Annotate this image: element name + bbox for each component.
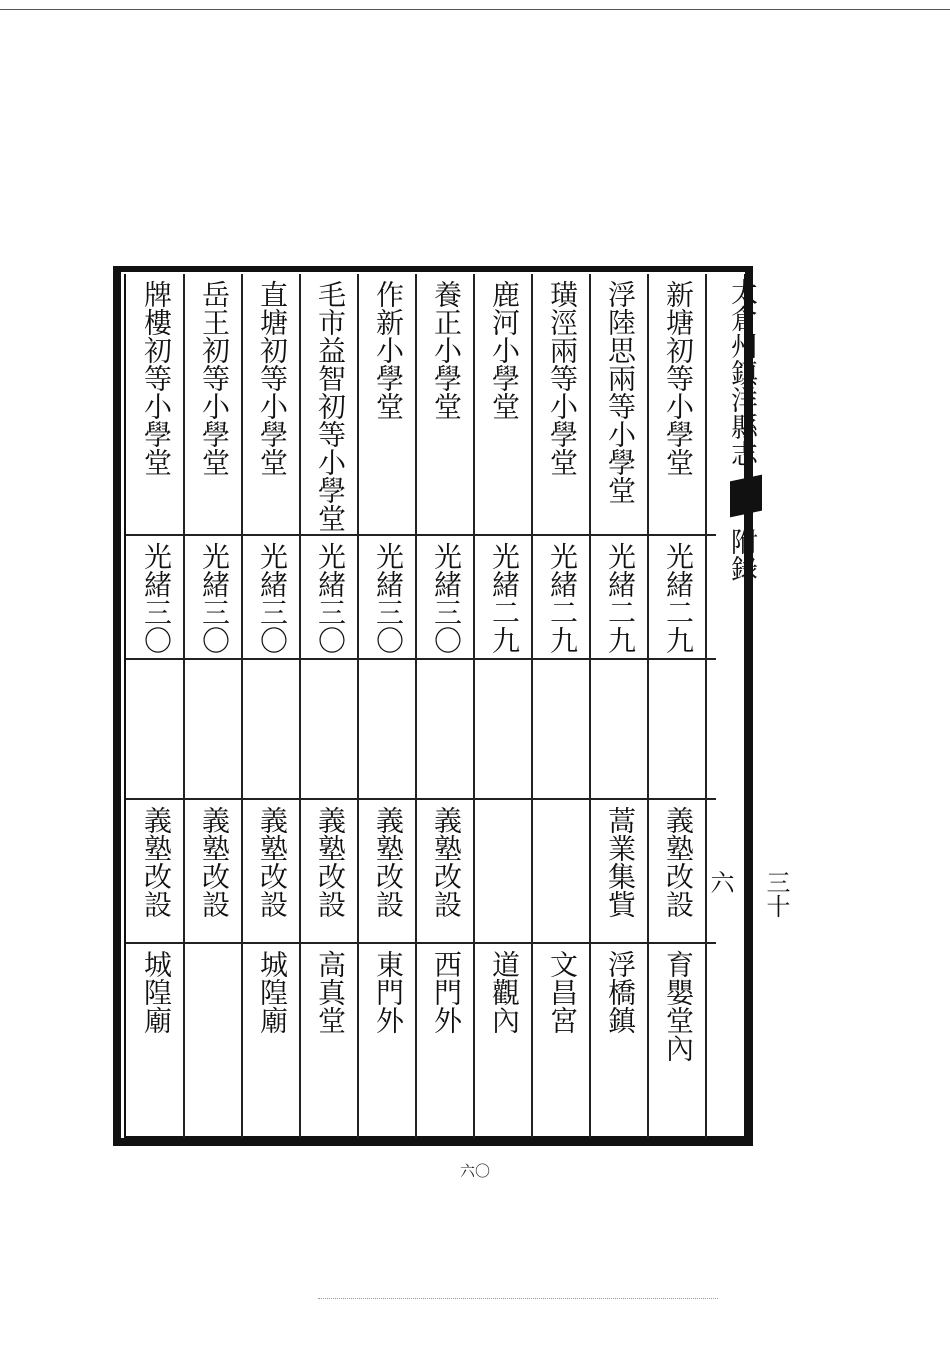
cell-name-text: 新塘初等小學堂 — [662, 280, 695, 476]
cell-year-text: 光緒二九 — [488, 542, 521, 654]
cell-location — [534, 950, 590, 1138]
cell-origin — [302, 806, 358, 942]
cell-note — [360, 666, 416, 798]
cell-year — [592, 542, 648, 658]
cell-origin-text: 義塾改設 — [198, 806, 231, 918]
margin-section-text: 附錄 — [726, 528, 757, 582]
cell-origin-text: 義塾改設 — [372, 806, 405, 918]
cell-origin — [186, 806, 242, 942]
cell-origin — [244, 806, 300, 942]
band-rule-2 — [126, 658, 716, 660]
cell-name — [244, 280, 300, 534]
cell-note — [592, 666, 648, 798]
cell-origin — [534, 806, 590, 942]
cell-name — [650, 280, 706, 534]
top-rule — [0, 9, 950, 10]
cell-origin-text: 義塾改設 — [662, 806, 695, 918]
cell-location — [476, 950, 532, 1138]
cell-origin — [418, 806, 474, 942]
cell-note — [302, 666, 358, 798]
cell-name — [128, 280, 184, 534]
cell-location-text: 育嬰堂內 — [662, 950, 695, 1062]
cell-name-text: 璜涇兩等小學堂 — [546, 280, 579, 476]
cell-year-text: 光緒三〇 — [140, 542, 173, 654]
cell-location — [360, 950, 416, 1138]
cell-name — [534, 280, 590, 534]
band-rule-1 — [126, 534, 716, 536]
cell-origin — [128, 806, 184, 942]
cell-year — [360, 542, 416, 658]
cell-name-text: 牌樓初等小學堂 — [140, 280, 173, 476]
folio-number: 六〇 — [459, 1162, 490, 1180]
cell-year-text: 光緒二九 — [546, 542, 579, 654]
cell-location-text: 東門外 — [372, 950, 405, 1034]
cell-name-text: 養正小學堂 — [430, 280, 463, 420]
cell-name-text: 毛市益智初等小學堂 — [314, 280, 347, 532]
band-rule-3 — [126, 798, 716, 800]
cell-year — [418, 542, 474, 658]
cell-note — [244, 666, 300, 798]
bottom-dotted-line — [318, 1298, 718, 1300]
cell-location-text: 道觀內 — [488, 950, 521, 1034]
cell-origin — [476, 806, 532, 942]
cell-location — [302, 950, 358, 1138]
cell-year-text: 光緒三〇 — [372, 542, 405, 654]
cell-location — [650, 950, 706, 1138]
cell-location — [592, 950, 648, 1138]
cell-name — [186, 280, 242, 534]
cell-year — [534, 542, 590, 658]
cell-location — [128, 950, 184, 1138]
cell-note — [534, 666, 590, 798]
margin-page-text: 三十六 — [706, 870, 790, 918]
cell-note — [650, 666, 706, 798]
cell-name-text: 鹿河小學堂 — [488, 280, 521, 420]
cell-note — [186, 666, 242, 798]
cell-name — [360, 280, 416, 534]
band-rule-4 — [126, 942, 716, 944]
cell-year — [650, 542, 706, 658]
cell-year — [244, 542, 300, 658]
cell-location-text: 浮橋鎮 — [604, 950, 637, 1034]
margin-page — [706, 870, 790, 930]
margin-section — [717, 528, 765, 608]
cell-year-text: 光緒三〇 — [198, 542, 231, 654]
cell-name-text: 浮陸思兩等小學堂 — [604, 280, 637, 504]
cell-year-text: 光緒三〇 — [314, 542, 347, 654]
cell-year — [186, 542, 242, 658]
cell-name — [476, 280, 532, 534]
cell-origin — [360, 806, 416, 942]
cell-location — [244, 950, 300, 1138]
cell-name — [302, 280, 358, 534]
cell-location-text: 文昌宮 — [546, 950, 579, 1034]
cell-year-text: 光緒三〇 — [256, 542, 289, 654]
cell-note — [476, 666, 532, 798]
cell-origin-text: 義塾改設 — [256, 806, 289, 918]
cell-name — [592, 280, 648, 534]
cell-name — [418, 280, 474, 534]
cell-origin-text: 義塾改設 — [430, 806, 463, 918]
margin-title-text: 太倉州鎮洋縣志 — [726, 278, 757, 467]
cell-year-text: 光緒二九 — [604, 542, 637, 654]
cell-origin-text: 義塾改設 — [140, 806, 173, 918]
cell-year — [128, 542, 184, 658]
cell-year-text: 光緒二九 — [662, 542, 695, 654]
cell-year-text: 光緒三〇 — [430, 542, 463, 654]
cell-name-text: 作新小學堂 — [372, 280, 405, 420]
cell-origin-text: 蒿業集貲 — [604, 806, 637, 918]
cell-year — [476, 542, 532, 658]
margin-fishtail-mark — [730, 475, 762, 518]
cell-location — [418, 950, 474, 1138]
cell-location — [186, 950, 242, 1138]
cell-location-text: 西門外 — [430, 950, 463, 1034]
cell-origin — [592, 806, 648, 942]
cell-location-text: 城隍廟 — [256, 950, 289, 1034]
cell-name-text: 直塘初等小學堂 — [256, 280, 289, 476]
cell-note — [128, 666, 184, 798]
cell-note — [418, 666, 474, 798]
cell-name-text: 岳王初等小學堂 — [198, 280, 231, 476]
cell-location-text: 城隍廟 — [140, 950, 173, 1034]
cell-year — [302, 542, 358, 658]
cell-origin-text: 義塾改設 — [314, 806, 347, 918]
cell-location-text: 高真堂 — [314, 950, 347, 1034]
